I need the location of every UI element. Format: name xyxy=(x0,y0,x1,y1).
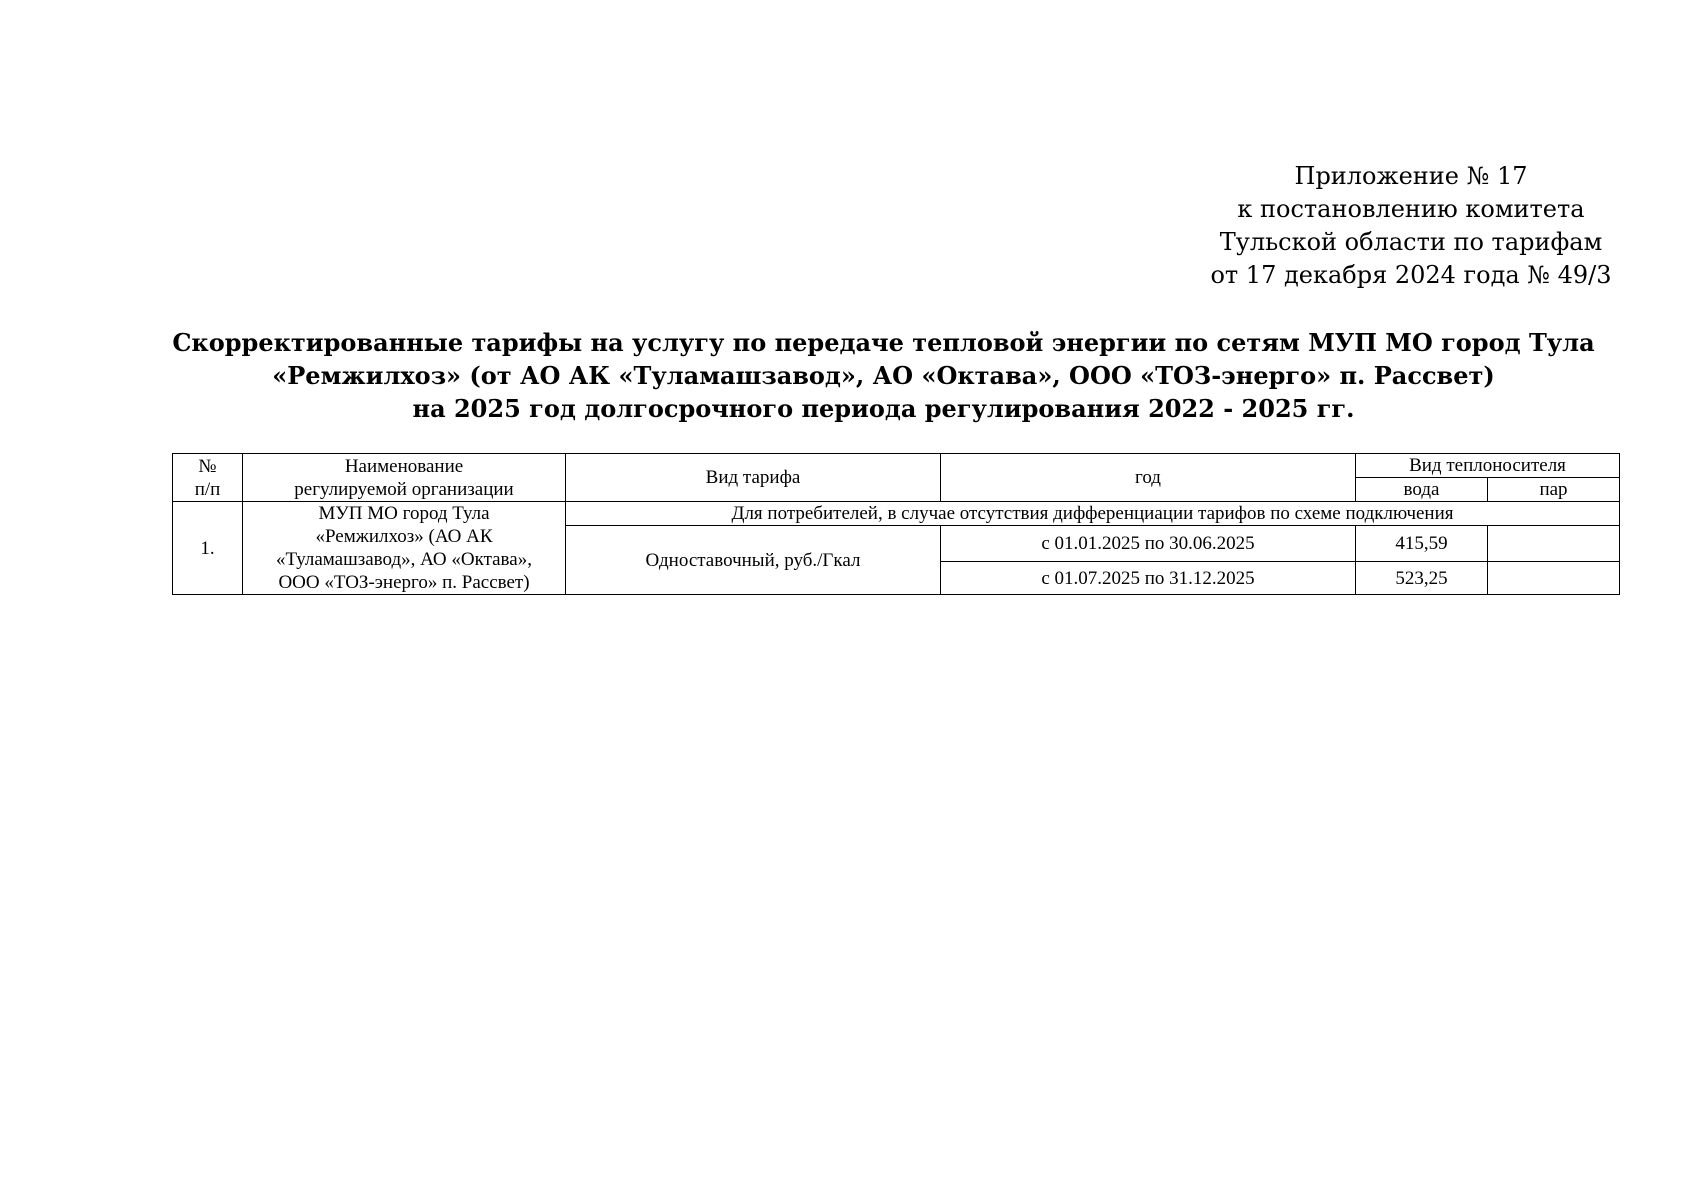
header-heat-carrier: Вид теплоносителя xyxy=(1356,454,1620,478)
title-line-2: «Ремжилхоз» (от АО АК «Туламашзавод», АО «Октава», ООО «ТОЗ-энерго» п. Рассвет) xyxy=(272,361,1495,390)
row-period-1: с 01.01.2025 по 30.06.2025 xyxy=(941,526,1356,562)
appendix-date: от 17 декабря 2024 года № 49/3 xyxy=(1210,261,1612,289)
appendix-resolution: к постановлению комитета xyxy=(1237,195,1585,223)
table-row xyxy=(173,502,1620,526)
title-line-3: на 2025 год долгосрочного периода регулирования 2022 - 2025 гг. xyxy=(412,394,1355,423)
row-steam-2 xyxy=(1488,562,1620,595)
row-water-1: 415,59 xyxy=(1356,526,1488,562)
header-tariff-type: Вид тарифа xyxy=(566,454,941,502)
header-number xyxy=(173,454,243,502)
row-organization-line-4: ООО «ТОЗ-энерго» п. Рассвет) xyxy=(278,572,530,593)
header-organization-line-1: Наименование xyxy=(344,455,464,477)
header-number-line-1: № xyxy=(198,455,217,477)
row-organization-line-2: «Ремжилхоз» (АО АК xyxy=(315,526,493,547)
header-water: вода xyxy=(1356,478,1488,502)
header-organization xyxy=(243,454,566,502)
appendix-number: Приложение № 17 xyxy=(1294,162,1528,190)
header-steam: пар xyxy=(1488,478,1620,502)
header-year: год xyxy=(941,454,1356,502)
tariff-table xyxy=(172,453,1620,595)
row-steam-1 xyxy=(1488,526,1620,562)
row-consumer-note: Для потребителей, в случае отсутствия дифференциации тарифов по схеме подключения xyxy=(566,502,1620,526)
header-number-line-2: п/п xyxy=(194,478,221,500)
row-organization-line-3: «Туламашзавод», АО «Октава», xyxy=(276,549,532,570)
row-organization xyxy=(243,502,566,595)
header-row xyxy=(173,454,1620,478)
appendix-committee: Тульской области по тарифам xyxy=(1219,228,1603,256)
header-organization-line-2: регулируемой организации xyxy=(294,478,514,500)
document-title xyxy=(0,326,1697,425)
row-number: 1. xyxy=(173,502,243,595)
appendix-header xyxy=(1201,160,1621,292)
row-organization-line-1: МУП МО город Тула xyxy=(318,503,490,524)
row-water-2: 523,25 xyxy=(1356,562,1488,595)
row-tariff-type: Одноставочный, руб./Гкал xyxy=(566,526,941,595)
row-period-2: с 01.07.2025 по 31.12.2025 xyxy=(941,562,1356,595)
title-line-1: Скорректированные тарифы на услугу по передаче тепловой энергии по сетям МУП МО город Тула xyxy=(172,328,1595,357)
